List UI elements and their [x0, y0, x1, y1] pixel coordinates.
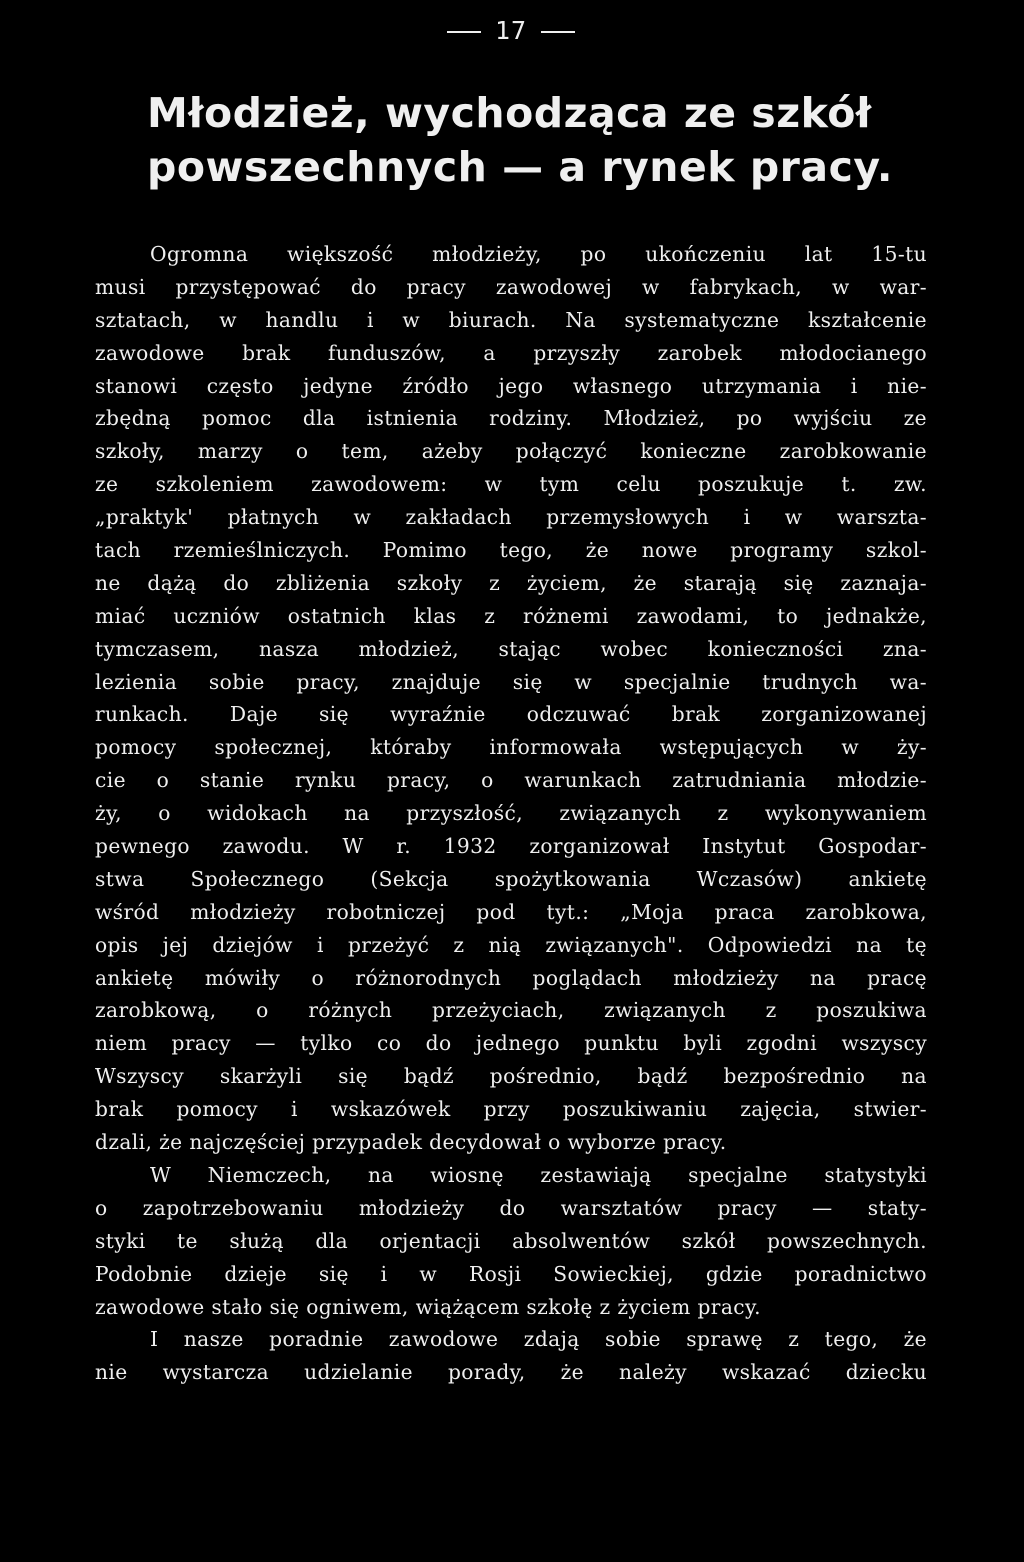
article-body — [95, 238, 927, 1389]
text-line: zbędną pomoc dla istnienia rodziny. Młodzież, po wyjściu ze — [95, 406, 927, 431]
text-line: ankietę mówiły o różnorodnych poglądach młodzieży na pracę — [95, 965, 927, 990]
text-line: styki te służą dla orjentacji absolwentów szkół powszechnych. — [95, 1228, 927, 1253]
page-number-value: 17 — [494, 16, 528, 45]
text-line: ne dążą do zbliżenia szkoły z życiem, że starają się zaznaja- — [95, 570, 927, 595]
text-line: nie wystarcza udzielanie porady, że należy wskazać dziecku — [95, 1360, 927, 1385]
article-title-line: powszechnych — a rynek pracy. — [147, 143, 893, 191]
text-line: tymczasem, nasza młodzież, stając wobec konieczności zna- — [95, 636, 927, 661]
text-line: lezienia sobie pracy, znajduje się w specjalnie trudnych wa- — [95, 669, 927, 694]
text-line: stanowi często jedyne źródło jego własnego utrzymania i nie- — [95, 373, 927, 398]
text-line: niem pracy — tylko co do jednego punktu byli zgodni wszyscy — [95, 1031, 927, 1056]
paragraph-last-line: zawodowe stało się ogniwem, wiążącem szkołę z życiem pracy. — [95, 1294, 761, 1319]
text-line: opis jej dziejów i przeżyć z nią związanych". Odpowiedzi na tę — [95, 932, 927, 957]
page-number — [95, 14, 927, 48]
text-line: zarobkową, o różnych przeżyciach, związanych z poszukiwa — [95, 998, 927, 1023]
text-line: pewnego zawodu. W r. 1932 zorganizował Instytut Gospodar- — [95, 834, 927, 859]
text-line: stwa Społecznego (Sekcja spożytkowania Wczasów) ankietę — [95, 866, 927, 891]
text-line: „praktyk' płatnych w zakładach przemysłowych i w warszta- — [95, 505, 927, 530]
text-line: musi przystępować do pracy zawodowej w fabrykach, w war- — [95, 274, 927, 299]
paragraph-first-line: I nasze poradnie zawodowe zdają sobie sprawę z tego, że — [150, 1327, 927, 1352]
document-page — [95, 14, 927, 1389]
text-line: sztatach, w handlu i w biurach. Na systematyczne kształcenie — [95, 307, 927, 332]
article-title — [95, 86, 927, 194]
text-line: zawodowe brak funduszów, a przyszły zarobek młodocianego — [95, 340, 927, 365]
text-line: cie o stanie rynku pracy, o warunkach zatrudniania młodzie- — [95, 768, 927, 793]
text-line: ży, o widokach na przyszłość, związanych z wykonywaniem — [95, 801, 927, 826]
text-line: Podobnie dzieje się i w Rosji Sowieckiej, gdzie poradnictwo — [95, 1261, 927, 1286]
text-line: tach rzemieślniczych. Pomimo tego, że nowe programy szkol- — [95, 538, 927, 563]
paragraph-last-line: dzali, że najczęściej przypadek decydował o wyborze pracy. — [95, 1130, 727, 1155]
paragraph-first-line: Ogromna większość młodzieży, po ukończeniu lat 15-tu — [150, 242, 927, 266]
text-line: szkoły, marzy o tem, ażeby połączyć konieczne zarobkowanie — [95, 439, 927, 464]
text-line: miać uczniów ostatnich klas z różnemi zawodami, to jednakże, — [95, 603, 927, 628]
text-line: pomocy społecznej, któraby informowała wstępujących w ży- — [95, 735, 927, 760]
text-line: o zapotrzebowaniu młodzieży do warsztatów pracy — staty- — [95, 1195, 927, 1220]
text-line: Wszyscy skarżyli się bądź pośrednio, bądź bezpośrednio na — [95, 1064, 927, 1089]
page-number-left-dash — [447, 31, 481, 33]
page-number-right-dash — [541, 31, 575, 33]
paragraph-first-line: W Niemczech, na wiosnę zestawiają specjalne statystyki — [150, 1162, 927, 1187]
text-line: brak pomocy i wskazówek przy poszukiwaniu zajęcia, stwier- — [95, 1097, 927, 1122]
text-line: wśród młodzieży robotniczej pod tyt.: „Moja praca zarobkowa, — [95, 899, 927, 924]
article-title-line: Młodzież, wychodząca ze szkół — [147, 89, 872, 137]
text-line: ze szkoleniem zawodowem: w tym celu poszukuje t. zw. — [95, 472, 927, 497]
text-line: runkach. Daje się wyraźnie odczuwać brak zorganizowanej — [95, 702, 927, 727]
